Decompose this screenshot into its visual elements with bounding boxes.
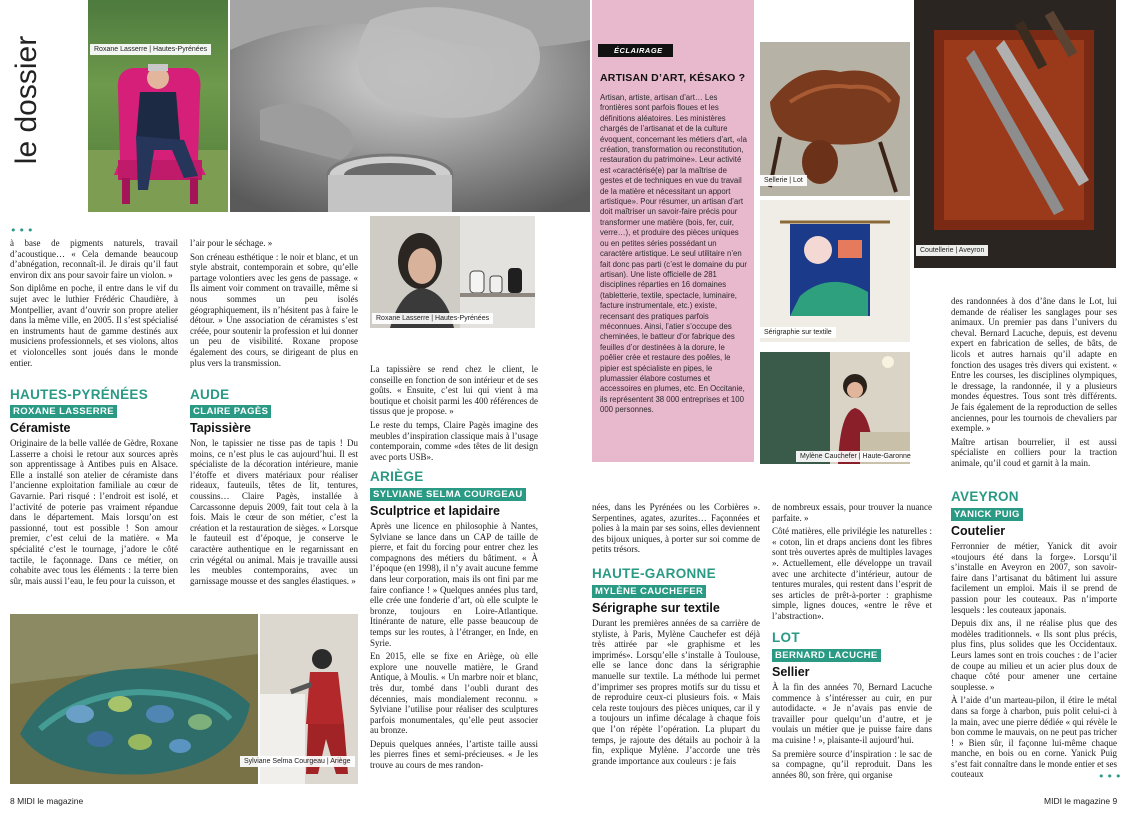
col6-top-text — [951, 296, 1117, 472]
yanick-text — [951, 541, 1117, 783]
bernard-text — [772, 682, 932, 783]
col3-top-text — [370, 364, 538, 465]
region-haute-garonne: HAUTE-GARONNE — [592, 566, 716, 581]
job-sellier: Sellier — [772, 665, 810, 679]
caption-mylene: Mylène Cauchefer | Haute-Garonne — [796, 451, 915, 462]
name-bernard-lacuche: BERNARD LACUCHE — [772, 649, 881, 662]
caption-roxane-mid: Roxane Lasserre | Hautes-Pyrénées — [372, 313, 493, 324]
sylviane-cont-text: nées, dans les Pyrénées ou les Corbières ». Serpentines, agates, azurites… Façonnées et polies à la main par ses soins, elles deviennent des bijoux uniques, à porter sur soi comme de petits trésors. — [592, 502, 760, 555]
col2-top-text — [190, 238, 358, 371]
rubric-label: le dossier — [10, 35, 43, 165]
caption-sylviane: Sylviane Selma Courgeau | Ariège — [240, 756, 355, 767]
col2-top-p1: l’air pour le séchage. » — [190, 238, 273, 248]
sidebar-title: ARTISAN D’ART, KÉSAKO ? — [600, 72, 746, 84]
claire-text: Non, le tapissier ne tisse pas de tapis ! Du moins, ce n’est plus le cas aujourd’hui. Il est spécialiste de la décoration intérieure, manie l’étoffe et divers matériaux pour réaliser rideaux, fauteuils, têtes de lit, tentures, coussins… Claire Pagès, installée à Carcassonne depuis 2009, fait tout cela à la fois. Mais le cœur de son métier, c’est la création et la restauration de sièges. « Lorsque le fauteuil est d’époque, je conserve le caractère authentique en le regarnissant en crin végétal ou animal. Mais je travaille aussi les meubles contemporains, avec un garnissage mousse et des sangles élastiques. » — [190, 438, 358, 586]
yanick-p1: Ferronnier de métier, Yanick dit avoir «toujours été dans la forge». Lorsqu’il s’installe en Aveyron en 2007, son savoir-faire dans l’artisanat du bâtiment lui assure facilement un emploi. Mais il se prend de passion pour les couteaux. Pas n’importe lesquels : les couteaux japonais. — [951, 541, 1117, 615]
photo-serigraphie — [760, 200, 910, 342]
caption-sellerie: Sellerie | Lot — [760, 175, 807, 186]
col2-top-p2: Son créneau esthétique : le noir et blanc, et un style abstrait, contemporain et sobre, qu’elle partage volontiers avec les gens de passage. « Ils aiment voir comment on travaille, même si nous sommes un peu isolés géographiquement, ils n’hésitent pas à faire le détour. » Une association de céramistes s’est créée, pour soutenir la profession et lui donner un peu de visibilité. Roxane propose également des cours, se dirigeant de plus en plus vers la transmission. — [190, 251, 358, 368]
photo-saddle — [760, 42, 910, 196]
name-roxane-lasserre: ROXANE LASSERRE — [10, 405, 117, 418]
yanick-p3: À l’aide d’un marteau-pilon, il étire le métal dans sa forge à charbon, puis polit celui-ci à la main, avec une pierre dédiée « qui révèle le bon comme le mauvais, on ne peut pas tricher ! » Bien sûr, il façonne lui-même chaque manche, en bois ou en corne. Yanick Puig s’est fait connaître dans le monde entier et ses couteaux — [951, 695, 1117, 780]
photo-mylene — [760, 352, 910, 464]
caption-coutellerie: Coutellerie | Aveyron — [916, 245, 988, 256]
col1-top-text — [10, 238, 178, 371]
sidebar-text: Artisan, artiste, artisan d’art… Les frontières sont parfois floues et les définitions aléatoires. Les ministères chargés de l’artisanat et de la culture évoquent, concernant les métiers d’art, «la création, transformation ou reconstitution, restauration du patrimoine». Leur activité est «caractérisé(e) par la maîtrise de gestes et de techniques en vue du travail de la matière et nécessitant un apport artistique». Pour résumer, un artisan d’art doit maîtriser un savoir-faire précis pour transformer une matière (bois, fer, cuir, verre…), et produire des pièces uniques ou en petites séries possédant un caractère artistique. Le seul utilitaire n’en fait donc pas parti (c’est le domaine du pur artisan). Une liste officielle de 281 disciplines réparties en 16 domaines (tabletterie, textile, spectacle, luminaire, facture instrumentale, etc.) existe, recensant des pratiques parfois méconnues. Ainsi, l’atier s’occupe des cheminées, le batteur d’or fabrique des feuilles d’or destinées à la dorure, le poêlier crée et restaure des poêles, le pipier est spécialiste en pipes, le plumassier élabore costumes et accessoires en plumes, etc. En Occitanie, ils représentent 38 000 entreprises et 100 000 personnes. — [600, 93, 747, 415]
job-coutelier: Coutelier — [951, 524, 1006, 538]
job-sculptrice: Sculptrice et lapidaire — [370, 504, 500, 518]
region-lot: LOT — [772, 630, 800, 645]
sidebar-kicker: ÉCLAIRAGE — [598, 44, 673, 57]
name-claire-pages: CLAIRE PAGÈS — [190, 405, 271, 418]
caption-serigraphie: Sérigraphie sur textile — [760, 327, 836, 338]
bernard-p1: À la fin des années 70, Bernard Lacuche commence à s’intéresser au cuir, en pur autodidacte. « Je n’avais pas envie de travailler pour quelqu’un d’autre, et je voulais un métier que je puisse faire dans ma cuisine ! », plaisante-il aujourd’hui. — [772, 682, 932, 745]
section-dots-right: ••• — [1098, 770, 1124, 783]
col5-top-text — [772, 502, 932, 625]
job-tapissiere: Tapissière — [190, 421, 251, 435]
name-sylviane-selma-courgeau: SYLVIANE SELMA COURGEAU — [370, 488, 526, 501]
sylviane-p3: Depuis quelques années, l’artiste taille aussi les pierres fines et semi-précieuses. « Je les trouve au cours de mes randon- — [370, 738, 538, 771]
name-yanick-puig: YANICK PUIG — [951, 508, 1023, 521]
footer-left: 8 MIDI le magazine — [10, 796, 84, 806]
name-mylene-cauchefer: MYLÈNE CAUCHEFER — [592, 585, 706, 598]
region-aveyron: AVEYRON — [951, 489, 1019, 504]
bernard-p2: Sa première source d’inspiration : le sac de sa compagne, qu’il reproduit. Dans les années 80, son frère, qui organise — [772, 748, 932, 780]
region-aude: AUDE — [190, 387, 230, 402]
mylene-text: Durant les premières années de sa carrière de styliste, à Paris, Mylène Cauchefer est déjà très attirée par «le graphisme et les imprimés». Lorsqu’elle s’installe à Toulouse, elle se lance donc dans la sérigraphie manuelle sur textile. La méthode lui permet d’imprimer ses propres motifs sur du tissu et de reproduire ceux-ci plusieurs fois. « Mais cela reste toujours des pièces uniques, car il y a toujours un infime décalage à chaque fois que l’on répète l’opération. La plupart du temps, je rajoute des détails au pochoir à la fin, explique Mylène. J’accorde une très grande importance aux couleurs : je fais — [592, 618, 760, 766]
photo-polished-stones — [10, 614, 258, 784]
job-serigraphe: Sérigraphe sur textile — [592, 601, 720, 615]
photo-roxane-armchair — [88, 0, 228, 212]
yanick-p2: Depuis dix ans, il ne réalise plus que des modèles traditionnels. « Ils sont plus précis, plus fins, plus solides que les Occidentaux. Leurs lames sont en trois couches : de l’acier de coupe au milieu et un acier plus doux de chaque côté pour amener une certaine souplesse. » — [951, 618, 1117, 692]
col5-top-p1: de nombreux essais, pour trouver la nuance parfaite. » — [772, 502, 932, 523]
section-dots-left: ••• — [10, 224, 36, 237]
col3-top-p1: La tapissière se rend chez le client, le conseille en fonction de son intérieur et de ses goûts. « Ensuite, c’est lui qui vient à ma boutique et choisit parmi les 400 références de tissus que je propose. » — [370, 364, 538, 417]
col6-top-p1: des randonnées à dos d’âne dans le Lot, lui demande de réaliser les sanglages pour ses animaux. Un premier pas dans l’univers du cheval. Bernard Lacuche, depuis, est devenu expert en fabrication de selles, de bâts, de licols et autres harnais qu’il adapte en fonction des usages très divers qui existent. « Entre les courses, les disciplines olympiques, le dressage, la randonnée, il y a plusieurs mondes équestres. Tous sont très différents. Je fais également de la reproduction de selles anciennes, pour les tournois de chevaliers par exemple. » — [951, 296, 1117, 434]
roxane-text: Originaire de la belle vallée de Gèdre, Roxane Lasserre a choisi le retour aux sources après son apprentissage à Antibes puis en Alsace. Elle a installé son atelier de céramiste dans l’ancienne exploitation familiale au cœur de Gavarnie. Pari risqué : l’endroit est isolé, et l’activité de poterie pas vraiment répandue dans le département. Mais lorsqu’on est passionné, tout est possible ! Son amour premier, c’est celui de la matière. « Ma spécialité c’est le tournage, j’adore le côté tactile, le façonnage. Dans ce métier, on cohabite avec tous les éléments : la terre bien sûr, mais aussi l’eau, le feu pour la cuisson, et — [10, 438, 178, 586]
footer-right: MIDI le magazine 9 — [1044, 796, 1118, 806]
sylviane-p1: Après une licence en philosophie à Nantes, Sylviane se lance dans un CAP de taille de pierre, et fait du forcing pour entrer chez les compagnons des métiers du bâtiment. « À l’époque (en 1998), il n’y avait aucune femme dans leur corporation, mais ils ont fini par me faire confiance ! » Quelques années plus tard, elle crée une fonderie d’art, où elle sculpte le bronze, toujours en Loire-Atlantique. Itinérante de nature, elle passe beaucoup de temps sur les routes, à l’étranger, en Inde, en Syrie. — [370, 521, 538, 648]
sylviane-text — [370, 521, 538, 774]
col1-top-p2: Son diplôme en poche, il entre dans le vif du sujet avec le luthier Frédéric Chaudière, à Montpellier, avant d’ouvrir son propre atelier dans la même ville, en 2005. Il s’est spécialisé en instruments haut de gamme destinés aux musiciens professionnels, et ses violons, altos et violoncelles sont joués dans le monde entier. — [10, 283, 178, 368]
region-hautes-pyrenees: HAUTES-PYRÉNÉES — [10, 387, 149, 402]
caption-roxane-top: Roxane Lasserre | Hautes-Pyrénées — [90, 44, 211, 55]
col6-top-p2: Maître artisan bourrelier, il est aussi spécialiste en colliers pour la traction animale, qu’il coud et garnit à la main. — [951, 436, 1117, 468]
job-ceramiste: Céramiste — [10, 421, 71, 435]
col3-top-p2: Le reste du temps, Claire Pagès imagine des meubles d’inspiration classique mais à l’usage contemporain, comme «des têtes de lit design avec ports USB». — [370, 419, 538, 462]
region-ariege: ARIÈGE — [370, 469, 424, 484]
photo-roxane-studio — [370, 216, 535, 328]
photo-knives — [914, 0, 1116, 268]
col5-top-p2: Côté matières, elle privilégie les naturelles : « coton, lin et draps anciens dont les fibres sont très ouvertes après de multiples lavages ». Actuellement, elle développe un travail avec une architecte d’intérieur, autour de tentures murales, qui restent dans l’esprit de ses articles de prêt-à-porter : graphisme simple, lignes douces, «entre le rêve et l’abstraction». — [772, 526, 932, 621]
photo-pottery-hands — [230, 0, 590, 212]
sylviane-p2: En 2015, elle se fixe en Ariège, où elle explore une nouvelle matière, le Grand Antique, à Moulis. « Un marbre noir et blanc, très dur, tombé dans l’oubli durant des décennies, mais mondialement reconnu. » Sylviane l’utilise pour réaliser des sculptures parfois monumentales, qu’elle peut associer au bronze. — [370, 651, 538, 736]
col1-top-p1: à base de pigments naturels, travail d’acoustique… « Cela demande beaucoup d’abnégation, reconnaît-il. Je dirais qu’il faut environ dix ans pour savoir faire un violon. » — [10, 238, 178, 280]
